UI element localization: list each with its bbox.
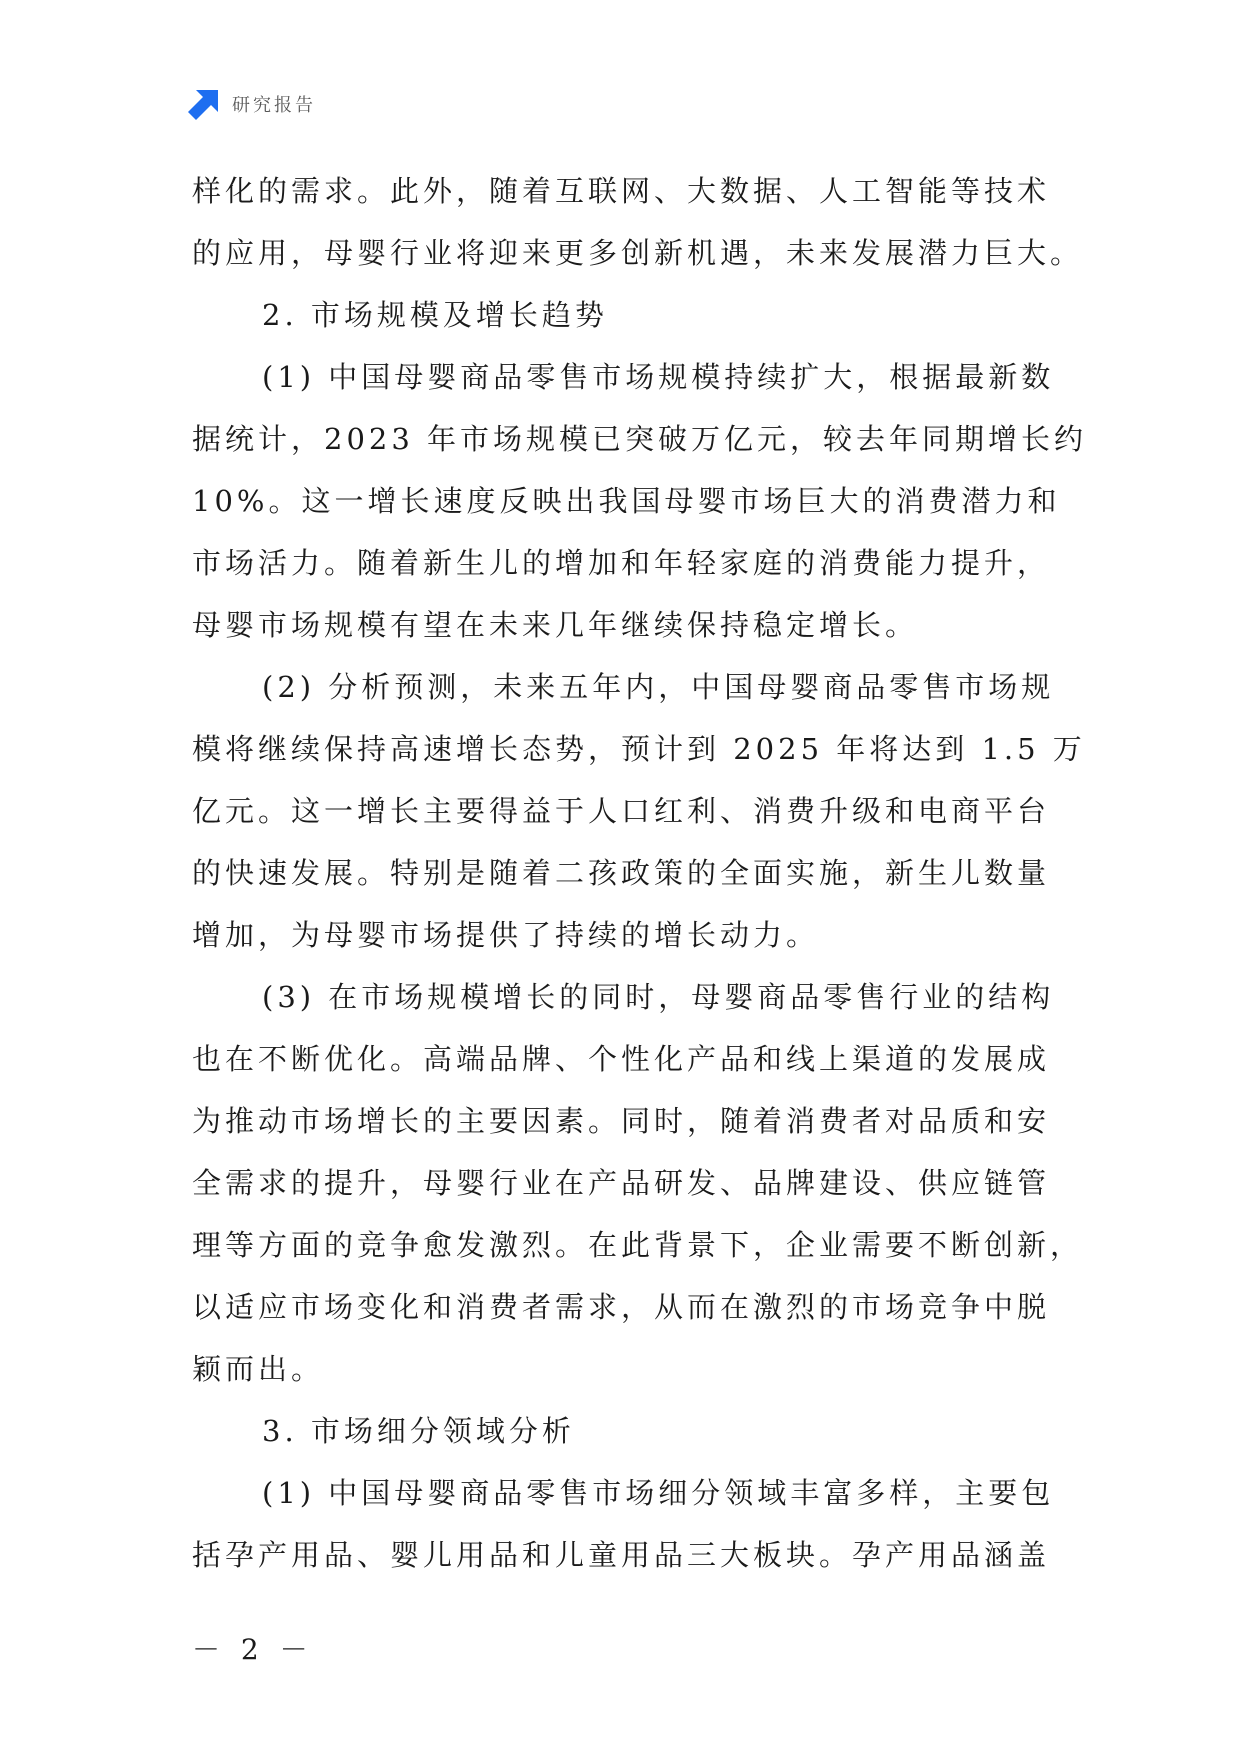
paragraph-line: 的快速发展。特别是随着二孩政策的全面实施，新生儿数量 [192,856,1051,890]
header-title: 研究报告 [232,95,316,116]
paragraph-line: (1) 中国母婴商品零售市场规模持续扩大，根据最新数 [262,360,1055,394]
page-number: － 2 － [192,1633,314,1666]
paragraph-line: 理等方面的竞争愈发激烈。在此背景下，企业需要不断创新， [192,1228,1084,1262]
document-body [192,160,1088,1586]
section-heading: 2. 市场规模及增长趋势 [262,298,608,332]
paragraph-line: 母婴市场规模有望在未来几年继续保持稳定增长。 [192,608,919,642]
arrow-up-right-icon [188,88,220,120]
document-header [188,88,316,120]
paragraph-line: 模将继续保持高速增长态势，预计到 2025 年将达到 1.5 万 [192,732,1086,766]
paragraph-line: 市场活力。随着新生儿的增加和年轻家庭的消费能力提升， [192,546,1051,580]
paragraph-line: 的应用，母婴行业将迎来更多创新机遇，未来发展潜力巨大。 [192,236,1084,270]
paragraph-line: 全需求的提升，母婴行业在产品研发、品牌建设、供应链管 [192,1166,1051,1200]
section-heading: 3. 市场细分领域分析 [262,1414,575,1448]
paragraph-line: (3) 在市场规模增长的同时，母婴商品零售行业的结构 [262,980,1055,1014]
paragraph-line: 增加，为母婴市场提供了持续的增长动力。 [192,918,820,952]
paragraph-line: 10%。这一增长速度反映出我国母婴市场巨大的消费潜力和 [192,484,1061,518]
paragraph-line: 样化的需求。此外，随着互联网、大数据、人工智能等技术 [192,174,1051,208]
paragraph-line: 据统计，2023 年市场规模已突破万亿元，较去年同期增长约 [192,422,1088,456]
paragraph-line: 亿元。这一增长主要得益于人口红利、消费升级和电商平台 [192,794,1051,828]
paragraph-line: 为推动市场增长的主要因素。同时，随着消费者对品质和安 [192,1104,1051,1138]
paragraph-line: 也在不断优化。高端品牌、个性化产品和线上渠道的发展成 [192,1042,1051,1076]
paragraph-line: 括孕产用品、婴儿用品和儿童用品三大板块。孕产用品涵盖 [192,1538,1051,1572]
paragraph-line: 颖而出。 [192,1352,325,1386]
paragraph-line: (2) 分析预测，未来五年内，中国母婴商品零售市场规 [262,670,1055,704]
paragraph-line: (1) 中国母婴商品零售市场细分领域丰富多样，主要包 [262,1476,1055,1510]
paragraph-line: 以适应市场变化和消费者需求，从而在激烈的市场竞争中脱 [192,1290,1051,1324]
